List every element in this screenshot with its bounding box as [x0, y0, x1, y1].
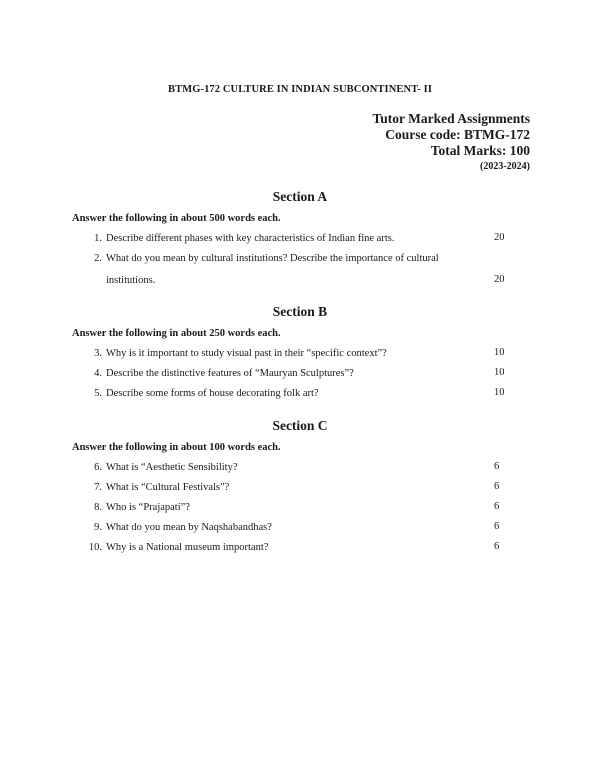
question-text: Why is a National museum important? [106, 542, 269, 553]
question-marks: 10 [494, 367, 505, 378]
question-number: 2. [94, 253, 102, 264]
question-marks: 10 [494, 347, 505, 358]
question-marks: 6 [494, 521, 500, 532]
question-text: What is “Cultural Festivals”? [106, 482, 230, 493]
section-b-instruction: Answer the following in about 250 words each. [72, 328, 281, 339]
question-text: Who is “Prajapati”? [106, 502, 190, 513]
question-number: 7. [94, 482, 102, 493]
question-number: 10. [88, 542, 102, 553]
question-text: What is “Aesthetic Sensibility? [106, 462, 238, 473]
question-number: 3. [94, 348, 102, 359]
question-marks: 6 [494, 501, 500, 512]
assignment-meta [372, 111, 530, 173]
question-text: Describe some forms of house decorating folk art? [106, 388, 319, 399]
section-a-instruction: Answer the following in about 500 words each. [72, 213, 281, 224]
question-number: 4. [94, 368, 102, 379]
session-year: (2023-2024) [480, 161, 530, 172]
question-number: 5. [94, 388, 102, 399]
question-text: institutions. [106, 275, 156, 286]
question-text: Describe the distinctive features of “Mauryan Sculptures”? [106, 368, 354, 379]
document-title: BTMG-172 CULTURE IN INDIAN SUBCONTINENT- II [167, 84, 433, 95]
total-marks: Total Marks: 100 [430, 143, 530, 158]
question-number: 8. [94, 502, 102, 513]
question-marks: 20 [494, 274, 505, 285]
question-marks: 10 [494, 387, 505, 398]
section-c-instruction: Answer the following in about 100 words each. [72, 442, 281, 453]
section-a-heading: Section A [272, 189, 328, 204]
question-number: 1. [94, 233, 102, 244]
question-marks: 6 [494, 481, 500, 492]
question-text: Why is it important to study visual past in their “specific context”? [106, 348, 387, 359]
question-marks: 6 [494, 461, 500, 472]
question-number: 6. [94, 462, 102, 473]
question-marks: 20 [494, 232, 505, 243]
question-text: What do you mean by cultural institutions? Describe the importance of cultural [106, 253, 439, 264]
course-code: Course code: BTMG-172 [385, 127, 530, 142]
question-marks: 6 [494, 541, 500, 552]
question-number: 9. [94, 522, 102, 533]
question-text: Describe different phases with key characteristics of Indian fine arts. [106, 233, 395, 244]
section-c-heading: Section C [272, 418, 328, 433]
question-text: What do you mean by Naqshabandhas? [106, 522, 272, 533]
assignment-type: Tutor Marked Assignments [372, 111, 530, 126]
section-b-heading: Section B [272, 304, 328, 319]
